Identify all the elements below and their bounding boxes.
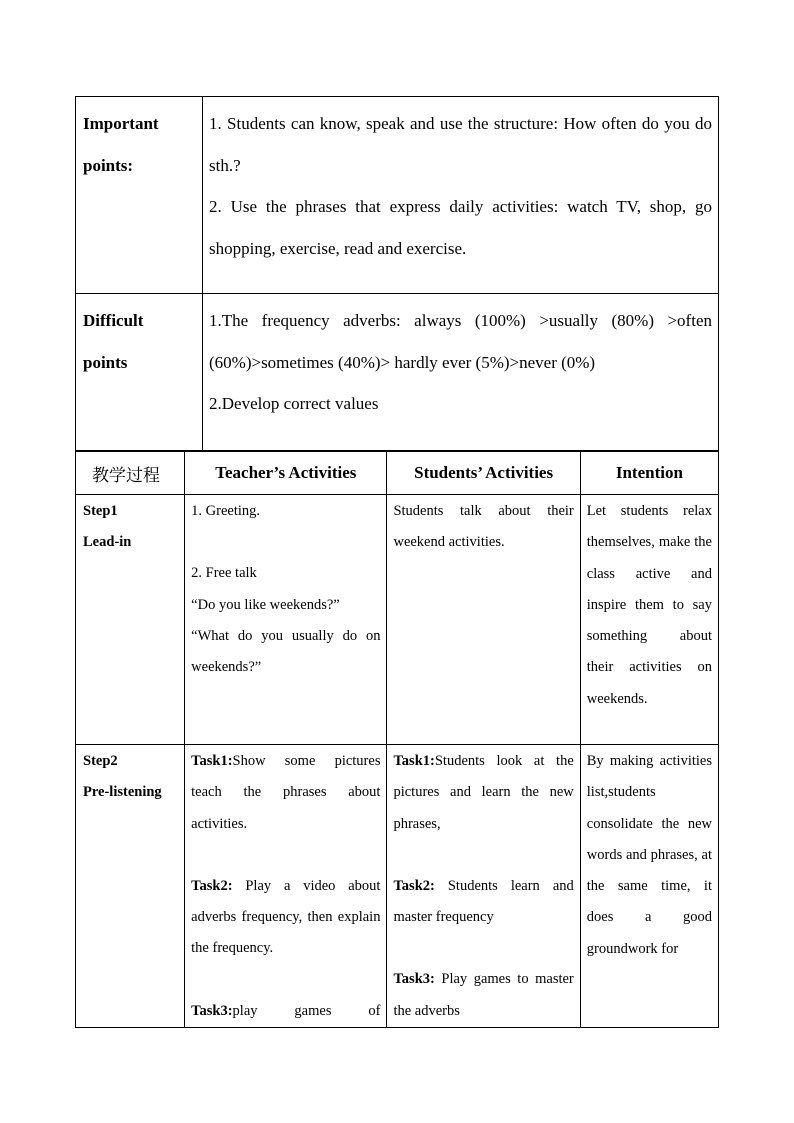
important-point-1: 1. Students can know, speak and use the structure: How often do you do sth.? — [209, 114, 712, 175]
task2-label: Task2: — [191, 877, 233, 894]
task1-label: Task1: — [393, 753, 435, 769]
step1-students — [387, 495, 580, 745]
step2-teacher-task3 — [191, 996, 380, 1027]
important-points-label-text: Important points: — [83, 114, 159, 175]
important-point-2: 2. Use the phrases that express daily activities: watch TV, shop, go shopping, exercise, read and exercise. — [209, 197, 712, 258]
difficult-points-row — [76, 294, 719, 451]
difficult-points-content — [203, 294, 719, 451]
difficult-point-1: 1.The frequency adverbs: always (100%) >usually (80%) >often (60%)>sometimes (40%)> hardly ever (5%)>never (0%) — [209, 311, 712, 372]
step1-spacer — [191, 527, 380, 558]
step2-intention-text: By making activities list,students consolidate the new words and phrases, at the same time, it does a good groundwork for — [586, 753, 712, 957]
spacer — [191, 965, 380, 996]
header-row — [76, 452, 719, 495]
step1-greeting: 1. Greeting. — [191, 503, 261, 519]
difficult-points-label — [76, 294, 203, 451]
step2-label — [76, 745, 185, 1028]
step2-row — [76, 745, 719, 1028]
step2-intention — [580, 745, 718, 1028]
step2-students-task2 — [393, 871, 573, 934]
important-points-row — [76, 97, 719, 294]
step1-intention-text: Let students relax themselves, make the class active and inspire them to say something about their activities on weekends. — [586, 503, 712, 707]
task2-text: Students learn and master frequency — [393, 877, 574, 926]
step1-free-talk: 2. Free talk — [191, 565, 257, 582]
important-points-label — [76, 97, 203, 294]
step1-students-text: Students talk about their weekend activities. — [393, 503, 574, 551]
step2-number: Step2 — [83, 753, 118, 769]
header-teacher: Teacher’s Activities — [185, 452, 387, 495]
spacer — [393, 840, 573, 871]
step1-question-2: “What do you usually do on weekends?” — [191, 627, 381, 676]
task1-label: Task1: — [191, 753, 233, 769]
spacer — [191, 840, 380, 871]
task3-text: Play games to master the adverbs — [393, 971, 574, 1019]
difficult-label-line2: points — [83, 353, 128, 372]
header-intention: Intention — [580, 452, 718, 495]
task1-text: Show some pictures teach the phrases about activities. — [191, 753, 381, 832]
spacer — [393, 933, 573, 964]
step2-teacher — [185, 745, 387, 1028]
difficult-label-line1: Difficult — [83, 311, 144, 330]
step1-intention — [580, 495, 718, 745]
task3-label: Task3: — [191, 1002, 233, 1019]
step2-students — [387, 745, 580, 1028]
task2-label: Task2: — [393, 877, 435, 894]
task3-label: Task3: — [393, 971, 435, 988]
step1-teacher — [185, 495, 387, 745]
step2-students-task3 — [393, 964, 573, 1027]
header-process: 教学过程 — [76, 452, 185, 495]
step2-title: Pre-listening — [83, 784, 162, 801]
step2-teacher-task2 — [191, 871, 380, 965]
step1-row — [76, 495, 719, 745]
task3-text: play games of — [232, 1002, 381, 1019]
step1-number: Step1 — [83, 503, 118, 519]
step1-question-1: “Do you like weekends?” — [191, 596, 340, 613]
step2-students-task1 — [393, 746, 573, 840]
step2-teacher-task1 — [191, 746, 380, 840]
header-students: Students’ Activities — [387, 452, 580, 495]
difficult-point-2: 2.Develop correct values — [209, 394, 379, 413]
points-table — [75, 96, 719, 451]
important-points-content — [203, 97, 719, 294]
step1-label — [76, 495, 185, 745]
teaching-process-table — [75, 451, 719, 1028]
task2-text: Play a video about adverbs frequency, then explain the frequency. — [191, 877, 381, 957]
step1-title: Lead-in — [83, 534, 132, 551]
task1-text: Students look at the pictures and learn the new phrases, — [393, 753, 574, 832]
